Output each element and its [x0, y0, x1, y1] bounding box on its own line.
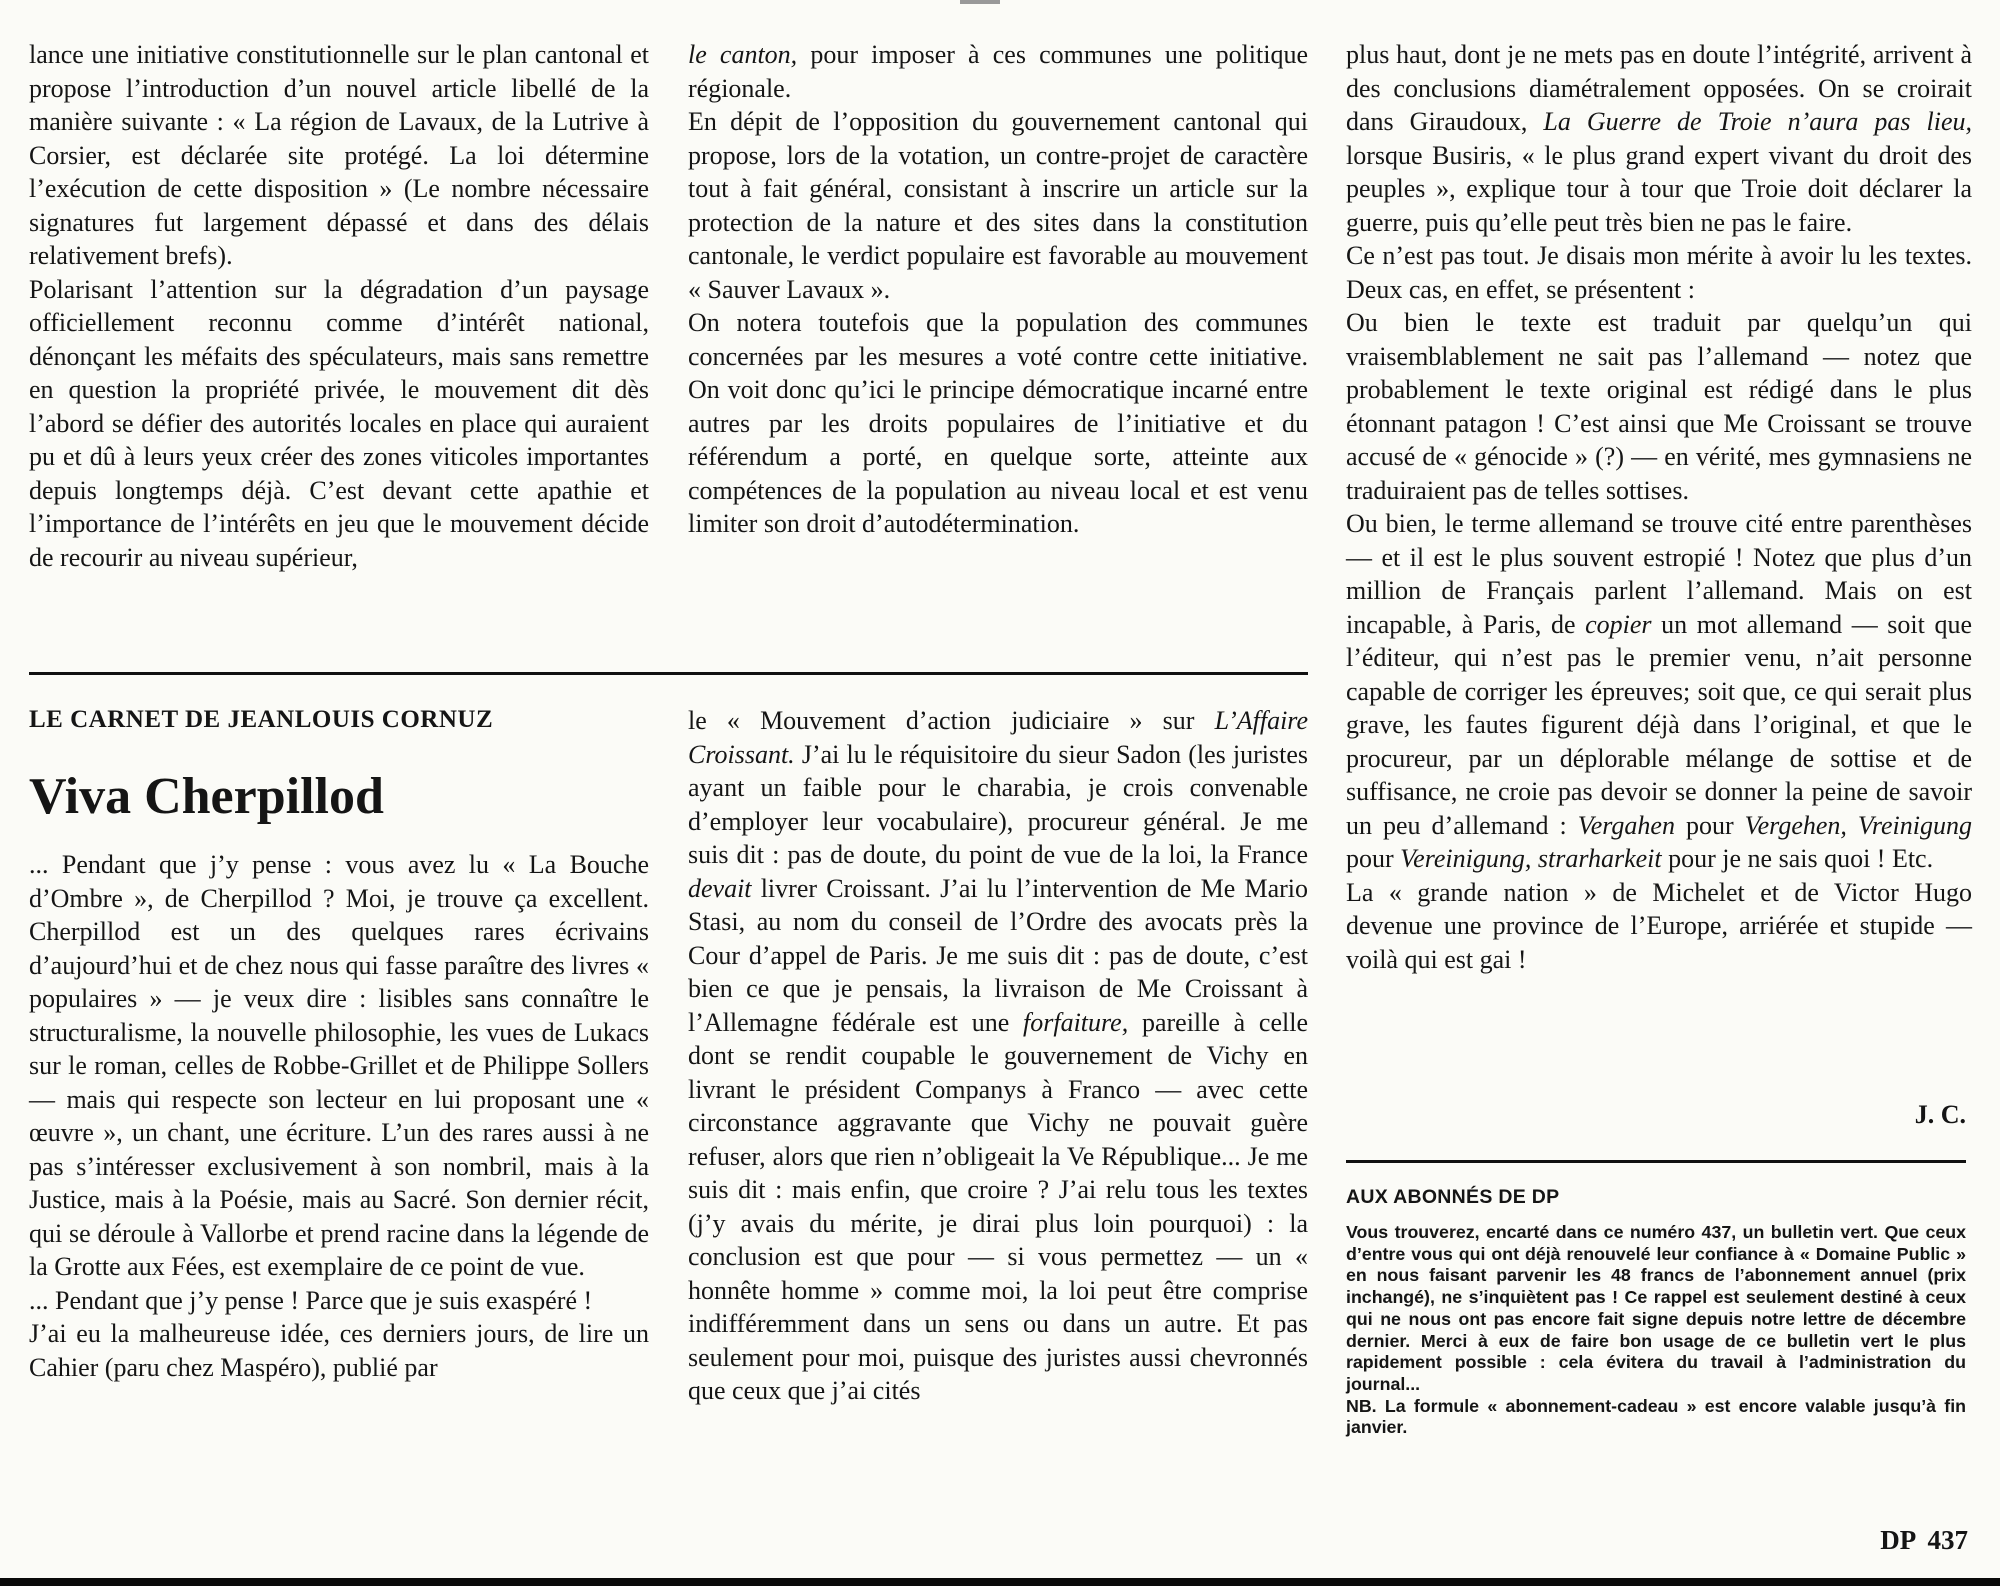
notice-paragraph: Vous trouverez, encarté dans ce numéro 437, un bulletin vert. Que ceux d’entre vous qui ont déjà renouvelé leur confiance à « Domaine Public » en nous faisant parvenir les 48 francs de l’abonnement annuel (prix inchangé), ne s’inquiètent pas ! Ce rappel est seulement destiné à ceux qui ne nous ont pas encore fait signe depuis notre lettre de décembre dernier. Merci à eux de faire bon usage de ce bulletin vert le plus rapidement possible : cela évitera du travail à l’administration du journal...	[1346, 1222, 1966, 1394]
text: Ou bien, le terme allemand se trouve cité entre parenthèses — et il est le plus souvent estropié ! Notez que plus d’un million de Français parlent l’allemand. Mais on est incapable, à Paris, de	[1346, 509, 1972, 639]
carnet-column-3	[1346, 38, 1972, 976]
upper-article-column-1	[29, 38, 649, 574]
paragraph: On notera toutefois que la population des communes concernées par les mesures a voté contre cette initiative. On voit donc qu’ici le principe démocratique incarné entre autres par les droits populaires de l’initiative et du référendum a porté, en quelque sorte, atteinte aux compétences de la population au niveau local et est venu limiter son droit d’autodétermination.	[688, 308, 1308, 538]
article-headline: Viva Cherpillod	[29, 768, 384, 825]
text: plus haut, dont je ne mets pas en doute l’intégrité, arrivent à des conclusions diamétralement opposées. On se croirait dans Giraudoux,	[1346, 40, 1972, 136]
text: pour je ne sais quoi ! Etc.	[1661, 844, 1934, 873]
scan-mark	[960, 0, 1000, 4]
notice-body	[1346, 1222, 1966, 1439]
notice-title: AUX ABONNÉS DE DP	[1346, 1186, 1560, 1208]
carnet-column-1	[29, 848, 649, 1384]
notice-divider	[1346, 1160, 1966, 1163]
paragraph: ... Pendant que j’y pense ! Parce que je suis exaspéré !	[29, 1285, 593, 1315]
italic-text: Vergehen, Vreinigung	[1744, 810, 1972, 840]
paragraph: lance une initiative constitutionnelle sur le plan cantonal et propose l’introduction d’un nouvel article libellé de la manière suivante : « La région de Lavaux, de la Lutrive à Corsier, est déclarée site protégé. La loi détermine l’exécution de cette disposition » (Le nombre nécessaire signatures fut largement dépassé et dans des délais relativement brefs).	[29, 40, 649, 270]
carnet-column-2	[688, 704, 1308, 1408]
text: pour imposer à ces communes une politique régionale.	[688, 40, 1309, 103]
paragraph: La « grande nation » de Michelet et de Victor Hugo devenue une province de l’Europe, arriérée et stupide — voilà qui est gai !	[1346, 877, 1972, 974]
text: pareille à celle dont se rendit coupable le gouvernement de Vichy en livrant le président Companys à Franco — avec cette circonstance aggravante que Vichy ne pouvait guère refuser, alors que rien n’obligeait la Ve République... Je me suis dit : mais enfin, que croire ? J’ai relu tous les textes (j’y avais du mérite, je dirai plus loin pourquoi) : la conclusion est que pour — si vous permettez — un « honnête homme » comme moi, la loi peut être comprise indifféremment dans un sens ou dans un autre. Et pas seulement pour moi, puisque des juristes aussi chevronnés que ceux que j’ai cités	[688, 1007, 1308, 1405]
column-kicker: LE CARNET DE JEANLOUIS CORNUZ	[29, 706, 494, 733]
paragraph: ... Pendant que j’y pense : vous avez lu « La Bouche d’Ombre », de Cherpillod ? Moi, je trouve ça excellent. Cherpillod est un des quelques rares écrivains d’aujourd’hui et de chez nous qui fasse paraître des livres « populaires » — je veux dire : lisibles sans connaître le structuralisme, la nouvelle philosophie, les vues de Lukacs sur le roman, celles de Robbe-Grillet et de Philippe Sollers — mais qui respecte son lecteur en lui proposant une « œuvre », un chant, une écriture. L’un des rares aussi à ne pas s’intéresser exclusivement à son nombril, mais à la Justice, mais à la Poésie, mais au Sacré. Son dernier récit, qui se déroule à Vallorbe et prend racine dans la légende de la Grotte aux Fées, est exemplaire de ce point de vue.	[29, 850, 649, 1281]
upper-article-column-2	[688, 38, 1308, 541]
text: pour	[1346, 844, 1401, 873]
text: lorsque Busiris, « le plus grand expert vivant du droit des peuples », explique tour à tour que Troie doit déclarer la guerre, puis qu’elle peut très bien ne pas le faire.	[1346, 140, 1972, 237]
text: le « Mouvement d’action judiciaire » sur	[688, 706, 1215, 735]
text: un mot allemand — soit que l’éditeur, qui n’est pas le premier venu, n’ait personne capable de corriger les épreuves; soit que, ce qui serait plus grave, les fautes figurent déjà dans l’original, et que le procureur, par un déplorable mélange de sottise et de suffisance, ne croie pas devoir se donner la peine de savoir un peu d’allemand :	[1346, 609, 1973, 840]
italic-text: Vergahen	[1577, 810, 1675, 840]
section-divider	[29, 672, 1308, 675]
page-label: DP 437	[1880, 1525, 1968, 1555]
paragraph	[688, 704, 1308, 1408]
italic-text: Vereinigung, strarharkeit	[1400, 844, 1662, 873]
italic-text: forfaiture,	[1023, 1007, 1129, 1037]
paragraph: Ce n’est pas tout. Je disais mon mérite à avoir lu les textes. Deux cas, en effet, se présentent :	[1346, 241, 1972, 304]
text: pour	[1674, 810, 1745, 840]
paragraph: Ou bien le texte est traduit par quelqu’un qui vraisemblablement ne sait pas l’allemand — notez que probablement le texte original est rédigé dans le plus étonnant patagon ! C’est ainsi que Me Croissant se trouve accusé de « génocide » (?) — en vérité, mes gymnasiens ne traduiraient pas de telles sottises.	[1346, 308, 1972, 505]
paragraph: Polarisant l’attention sur la dégradation d’un paysage officiellement reconnu comme d’intérêt national, dénonçant les méfaits des spéculateurs, mais sans remettre en question la propriété privée, le mouvement dit dès l’abord se défier des autorités locales en place qui auraient pu et dû à leurs yeux créer des zones viticoles importantes depuis longtemps déjà. C’est devant cette apathie et l’importance de l’intérêts en jeu que le mouvement décide de recourir au niveau supérieur,	[29, 274, 649, 572]
paragraph	[1346, 507, 1972, 876]
italic-text: La Guerre de Troie n’aura pas lieu,	[1543, 107, 1972, 136]
paragraph	[688, 38, 1308, 105]
italic-text: devait	[688, 873, 752, 903]
notice-nb: NB. La formule « abonnement-cadeau » est encore valable jusqu’à fin janvier.	[1346, 1395, 1966, 1438]
text: J’ai lu le réquisitoire du sieur Sadon (les juristes ayant un faible pour le charabia, je crois convenable d’employer leur vocabulaire), procureur général. Je me suis dit : pas de doute, du point de vue de la loi, la France	[688, 739, 1308, 869]
italic-text: L’Affaire Croissant.	[688, 706, 1308, 769]
author-signature: J. C.	[1914, 1100, 1966, 1129]
text: livrer Croissant. J’ai lu l’intervention de Me Mario Stasi, au nom du conseil de l’Ordre des avocats près la Cour d’appel de Paris. Je me suis dit : pas de doute, c’est bien ce que je pensais, la livraison de Me Croissant à l’Allemagne fédérale est une	[688, 873, 1308, 1037]
bottom-edge	[0, 1578, 2000, 1586]
italic-text: le canton,	[688, 40, 798, 69]
italic-text: copier	[1585, 609, 1652, 639]
paragraph	[1346, 38, 1972, 239]
paragraph: J’ai eu la malheureuse idée, ces derniers jours, de lire un Cahier (paru chez Maspéro), publié par	[29, 1319, 649, 1382]
paragraph: En dépit de l’opposition du gouvernement cantonal qui propose, lors de la votation, un contre-projet de caractère tout à fait général, consistant à inscrire un article sur la protection de la nature et des sites dans la constitution cantonale, le verdict populaire est favorable au mouvement « Sauver Lavaux ».	[688, 107, 1308, 304]
